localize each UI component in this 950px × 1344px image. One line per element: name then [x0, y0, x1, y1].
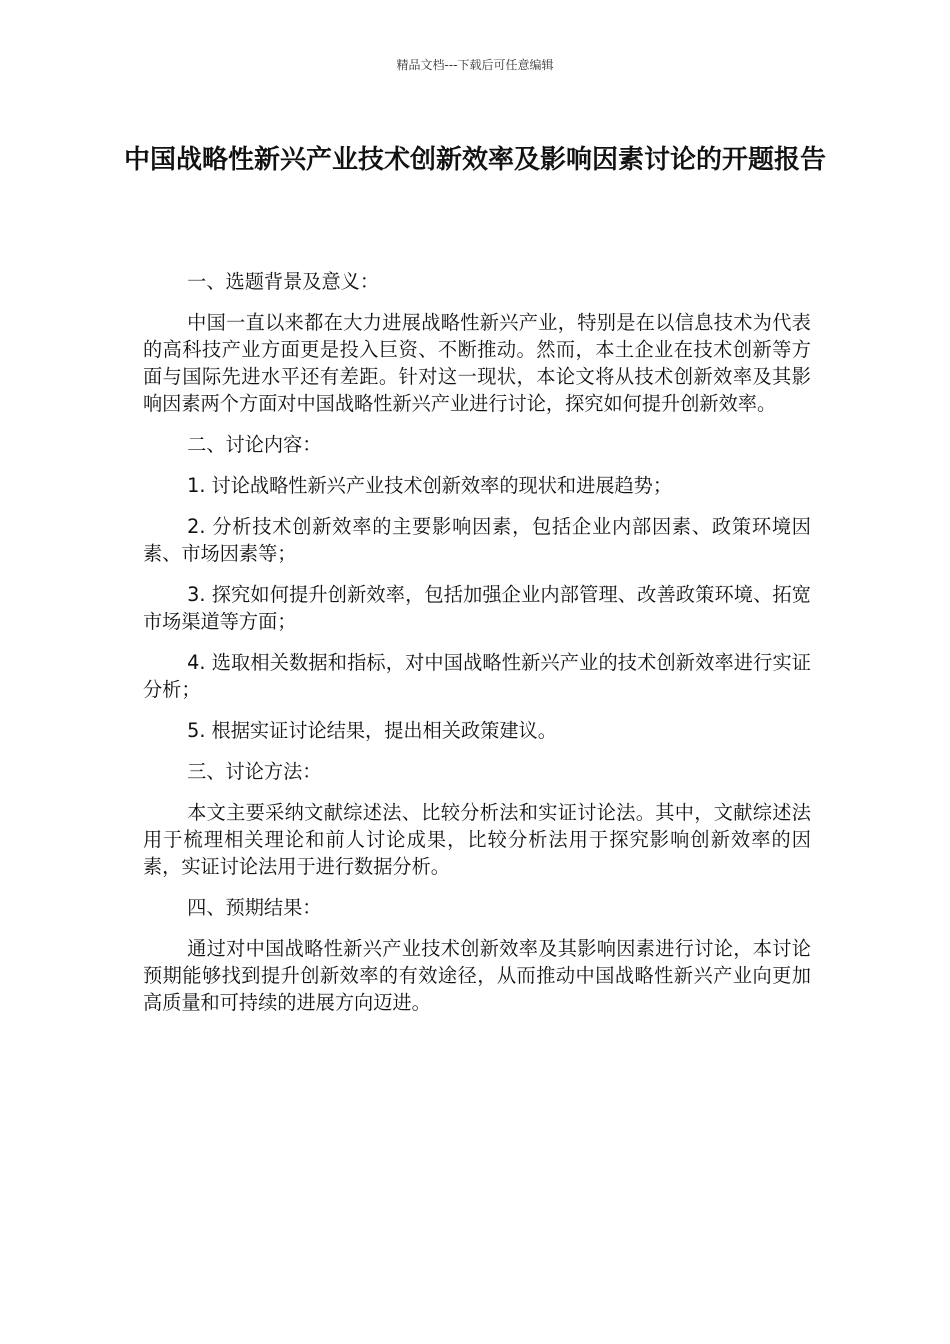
section-heading-content: 二、讨论内容：: [187, 433, 322, 456]
section-heading-background: 一、选题背景及意义：: [187, 270, 380, 293]
list-item-content-4: 4. 选取相关数据和指标，对中国战略性新兴产业的技术创新效率进行实证分析；: [143, 651, 811, 701]
paragraph-method: 本文主要采纳文献综述法、比较分析法和实证讨论法。其中，文献综述法用于梳理相关理论和前人讨论成果，比较分析法用于探究影响创新效率的因素，实证讨论法用于进行数据分析。: [143, 801, 811, 878]
document-body: [143, 268, 811, 1030]
list-item-content-2: 2. 分析技术创新效率的主要影响因素，包括企业内部因素、政策环境因素、市场因素等；: [143, 515, 811, 565]
list-item-content-1: 1. 讨论战略性新兴产业技术创新效率的现状和进展趋势；: [187, 474, 673, 497]
list-item-content-5: 5. 根据实证讨论结果，提出相关政策建议。: [187, 719, 557, 742]
paragraph-background: 中国一直以来都在大力进展战略性新兴产业，特别是在以信息技术为代表的高科技产业方面更是投入巨资、不断推动。然而，本土企业在技术创新等方面与国际先进水平还有差距。针对这一现状，本论文将从技术创新效率及其影响因素两个方面对中国战略性新兴产业进行讨论，探究如何提升创新效率。: [143, 311, 811, 415]
section-heading-method: 三、讨论方法：: [187, 760, 322, 783]
header-note: 精品文档---下载后可任意编辑: [396, 58, 554, 72]
document-title: 中国战略性新兴产业技术创新效率及影响因素讨论的开题报告: [123, 145, 826, 175]
paragraph-expected: 通过对中国战略性新兴产业技术创新效率及其影响因素进行讨论，本讨论预期能够找到提升创新效率的有效途径，从而推动中国战略性新兴产业向更加高质量和可持续的进展方向迈进。: [143, 937, 811, 1014]
list-item-content-3: 3. 探究如何提升创新效率，包括加强企业内部管理、改善政策环境、拓宽市场渠道等方面；: [143, 583, 811, 633]
section-heading-expected: 四、预期结果：: [187, 896, 322, 919]
